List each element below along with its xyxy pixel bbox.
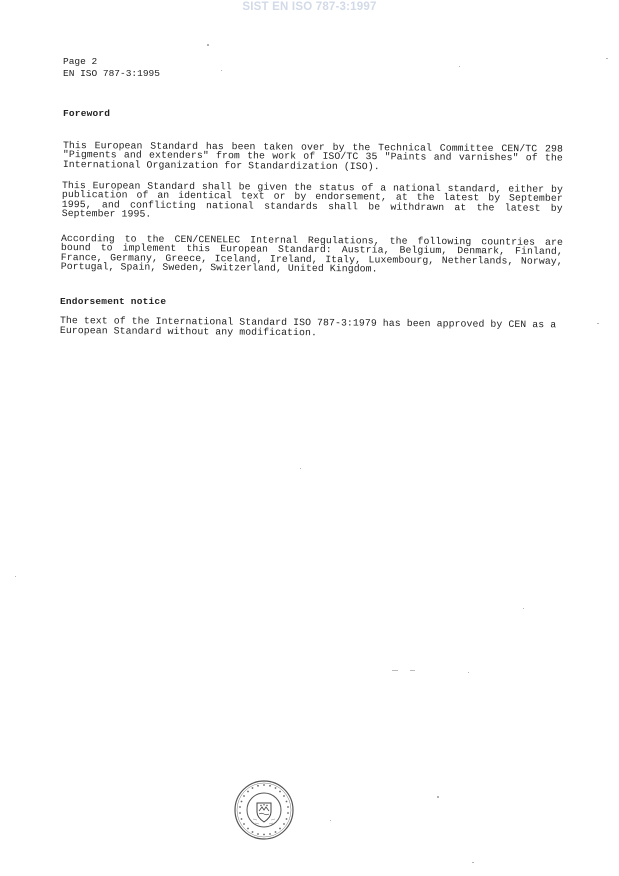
scan-speck — [330, 820, 331, 821]
scan-speck — [597, 323, 599, 324]
foreword-paragraph-2: This European Standard shall be given the status of a national standard, either by publication of an identical text or by endorsement, at the latest by September 1995, and conflicting national standards shall be withdrawn at the latest by September 1995. — [61, 180, 563, 220]
scan-speck — [468, 672, 469, 673]
official-seal — [233, 779, 295, 841]
endorsement-heading: Endorsement notice — [60, 296, 167, 307]
scan-speck — [459, 66, 460, 67]
scan-speck — [437, 796, 439, 798]
scan-speck — [392, 670, 398, 671]
endorsement-text: The text of the International Standard ISO 787-3:1979 has been approved by CEN as a European Standard without any modification. — [59, 315, 557, 339]
page-header — [63, 56, 160, 80]
scan-speck — [523, 608, 524, 609]
document-watermark: SIST EN ISO 787-3:1997 — [242, 1, 377, 13]
scan-speck — [472, 862, 474, 863]
scan-speck — [606, 58, 608, 59]
scan-speck — [410, 670, 415, 671]
scan-speck — [300, 468, 301, 469]
foreword-heading: Foreword — [63, 108, 111, 119]
standard-designation: EN ISO 787-3:1995 — [63, 68, 160, 79]
foreword-paragraph-3: According to the CEN/CENELEC Internal Regulations, the following countries are bound to implement this European Standard: Austria, Belgium, Denmark, Finland, France, Germany, Greece, Iceland, Ireland, Italy, Luxembourg, Netherlands, Norway, Portugal, Spain, Sweden, Switzerland, United Kingdom. — [60, 233, 563, 275]
seal-icon — [233, 779, 295, 841]
scan-speck — [207, 44, 209, 46]
page-number: Page 2 — [63, 56, 98, 67]
scan-speck — [15, 576, 16, 577]
scan-speck — [221, 70, 222, 71]
foreword-paragraph-1: This European Standard has been taken over by the Technical Committee CEN/TC 298 "Pigments and extenders" from the work of ISO/TC 35 "Paints and varnishes" of the International Organization for Standardization (ISO). — [62, 140, 563, 173]
